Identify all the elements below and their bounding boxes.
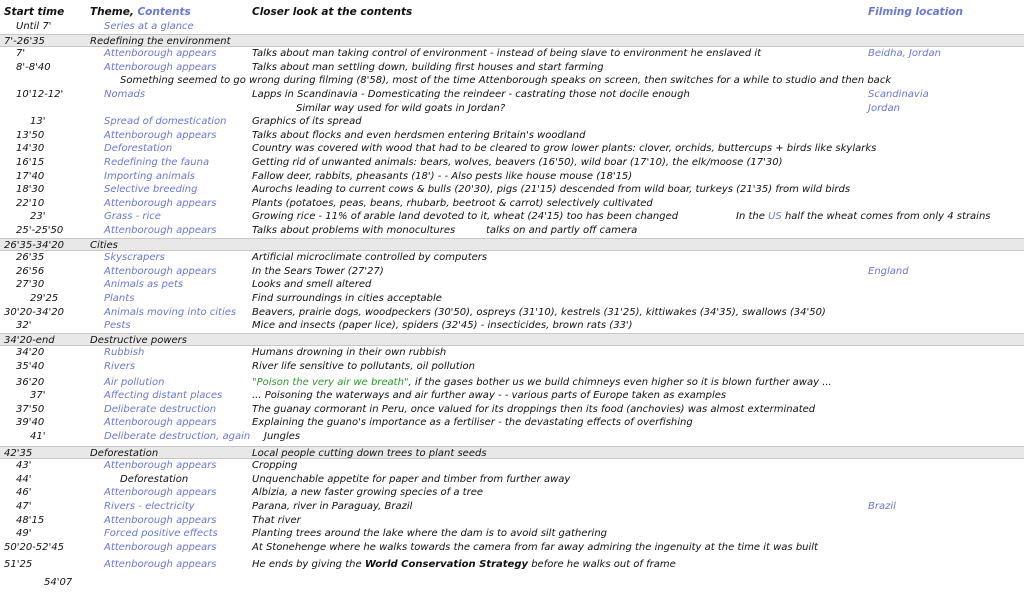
row-theme: Deforestation	[120, 473, 189, 485]
table-row	[0, 129, 1024, 143]
table-row	[0, 346, 1024, 360]
row-theme: Attenborough appears	[104, 417, 217, 429]
row-time: 22'10	[16, 197, 45, 209]
strategy-title: World Conservation Strategy	[364, 559, 529, 570]
table-row	[0, 224, 1024, 238]
table-row	[0, 486, 1024, 500]
table-row	[0, 376, 1024, 390]
row-time: 46'	[16, 487, 32, 499]
row-content: Cropping	[252, 460, 298, 472]
extra-us: US	[768, 211, 782, 223]
section-row	[0, 34, 1024, 48]
table-row	[0, 576, 1024, 590]
section-time: 34'20-end	[4, 334, 55, 346]
table-row	[0, 473, 1024, 487]
header-start-time: Start time	[4, 6, 65, 18]
ending-b: before he walks out of frame	[531, 559, 676, 570]
row-theme: Attenborough appears	[104, 129, 217, 141]
row-theme: Attenborough appears	[104, 559, 217, 570]
row-time: 17'40	[16, 170, 45, 182]
table-row	[0, 278, 1024, 292]
table-row	[0, 251, 1024, 265]
row-theme: Deforestation	[104, 143, 173, 155]
row-content: Aurochs leading to current cows & bulls (20'30), pigs (21'15) descended from wild boar, turkeys (21'35) from wild birds	[252, 184, 851, 196]
row-time: 51'25	[4, 559, 33, 570]
row-content: Looks and smell altered	[252, 279, 372, 291]
row-time: 26'35	[16, 252, 45, 264]
row-content: Beavers, prairie dogs, woodpeckers (30'50), ospreys (31'10), kestrels (31'25), kittiwakes (34'35), swallows (34'50)	[252, 306, 826, 318]
table-row	[0, 102, 1024, 116]
row-time: 14'30	[16, 143, 45, 155]
row-content: In the Sears Tower (27'27)	[252, 265, 384, 277]
table-row	[0, 360, 1024, 374]
table-row	[0, 115, 1024, 129]
extra-b: half the wheat comes from only 4 strains	[784, 211, 991, 223]
row-content	[252, 376, 832, 390]
table-row	[0, 20, 1024, 34]
row-theme: Skyscrapers	[104, 252, 165, 264]
row-time: 37'50	[16, 403, 45, 415]
row-theme: Attenborough appears	[104, 265, 217, 277]
row-content: Growing rice - 11% of arable land devoted to it, wheat (24'15) too has been changed	[252, 211, 679, 223]
table-row	[0, 47, 1024, 61]
row-theme: Importing animals	[104, 170, 195, 182]
table-row	[0, 500, 1024, 514]
row-content: Country was covered with wood that had to be cleared to grow lower plants: clover, orchids, buttercups + birds like skylarks	[252, 143, 877, 155]
row-content: The guanay cormorant in Peru, once valued for its droppings then its food (anchovies) was almost exterminated	[252, 403, 816, 415]
row-time: 47'	[16, 501, 32, 512]
row-time: 34'20	[16, 347, 45, 359]
row-theme: Attenborough appears	[104, 225, 217, 236]
row-time: 48'15	[16, 514, 45, 526]
section-time: 42'35	[4, 447, 33, 459]
table-row	[0, 61, 1024, 75]
row-content: River life sensitive to pollutants, oil pollution	[252, 361, 475, 372]
table-row	[0, 416, 1024, 430]
row-theme: Attenborough appears	[104, 541, 217, 553]
quote-text: "Poison the very air we breath"	[252, 376, 409, 388]
header-theme-label: Theme,	[90, 6, 134, 18]
row-content: Mice and insects (paper lice), spiders (32'45) - insecticides, brown rats (33')	[252, 320, 633, 332]
row-theme: Forced positive effects	[104, 528, 218, 540]
row-time: 23'	[30, 211, 46, 223]
table-row	[0, 183, 1024, 197]
ending-a: He ends by giving the	[252, 559, 362, 570]
section-time: 26'35-34'20	[4, 239, 65, 251]
table-row	[0, 292, 1024, 306]
row-time: 13'50	[16, 129, 45, 141]
row-time: 43'	[16, 460, 32, 472]
row-time: 27'30	[16, 279, 45, 291]
row-content: Talks about flocks and even herdsmen entering Britain's woodland	[252, 129, 586, 141]
row-content: Explaining the guano's importance as a fertiliser - the devastating effects of overfishing	[252, 417, 693, 429]
extra-a: In the	[736, 211, 765, 223]
row-location: Beidha, Jordan	[868, 48, 941, 60]
row-note: Similar way used for wild goats in Jordan?	[296, 102, 506, 114]
row-theme: Attenborough appears	[104, 61, 217, 73]
row-content: ... Poisoning the waterways and air further away - - various parts of Europe taken as examples	[252, 390, 727, 402]
section-time: 7'-26'35	[4, 35, 45, 47]
row-time: 44'	[16, 473, 32, 485]
row-time: 32'	[16, 320, 32, 332]
table-row	[0, 210, 1024, 224]
row-theme: Attenborough appears	[104, 514, 217, 526]
section-title: Cities	[90, 239, 118, 251]
row-theme: Deliberate destruction	[104, 403, 217, 415]
row-content: Parana, river in Paraguay, Brazil	[252, 501, 413, 512]
row-content: Talks about man settling down, building first houses and start farming	[252, 61, 604, 73]
row-content: Talks about man taking control of environment - instead of being slave to environment he enslaved it	[252, 48, 762, 60]
row-content: Local people cutting down trees to plant seeds	[252, 447, 487, 459]
row-content: Jungles	[264, 431, 301, 442]
row-time: 49'	[16, 528, 32, 540]
table-row	[0, 170, 1024, 184]
section-row	[0, 333, 1024, 347]
row-note: Something seemed to go wrong during filming (8'58), most of the time Attenborough speaks on screen, then switches for a while to studio and then back	[120, 75, 892, 87]
row-theme: Series at a glance	[104, 21, 194, 32]
row-content: Humans drowning in their own rubbish	[252, 347, 447, 359]
row-time: 39'40	[16, 417, 45, 429]
row-time: 35'40	[16, 361, 45, 372]
row-content: Getting rid of unwanted animals: bears, wolves, beavers (16'50), wild boar (17'10), the elk/moose (17'30)	[252, 157, 783, 168]
row-time: 29'25	[30, 293, 59, 304]
header-closer-look: Closer look at the contents	[252, 6, 413, 18]
row-content: Plants (potatoes, peas, beans, rhubarb, beetroot & carrot) selectively cultivated	[252, 197, 653, 209]
row-theme: Grass - rice	[104, 211, 161, 223]
section-row	[0, 238, 1024, 252]
row-time: Until 7'	[16, 21, 52, 32]
row-time: 36'20	[16, 376, 45, 388]
row-content: At Stonehenge where he walks towards the camera from far away admiring the ingenuity at the time it was built	[252, 541, 818, 553]
table-row	[0, 319, 1024, 333]
section-title: Redefining the environment	[90, 35, 231, 47]
row-theme: Attenborough appears	[104, 487, 217, 499]
row-time: 13'	[30, 116, 46, 128]
table-row	[0, 541, 1024, 555]
row-content: Artificial microclimate controlled by computers	[252, 252, 488, 264]
row-theme: Air pollution	[104, 376, 165, 388]
row-theme: Animals moving into cities	[104, 306, 237, 318]
table-row	[0, 197, 1024, 211]
row-time: 26'56	[16, 265, 45, 277]
row-theme: Rubbish	[104, 347, 145, 359]
section-title: Deforestation	[90, 447, 159, 459]
row-location: England	[868, 265, 909, 277]
header-contents-label: Contents	[137, 6, 191, 18]
row-content: Planting trees around the lake where the dam is to avoid silt gathering	[252, 528, 608, 540]
row-extra: talks on and partly off camera	[486, 225, 638, 236]
table-row	[0, 459, 1024, 473]
header-theme	[90, 6, 191, 18]
row-content: Albizia, a new faster growing species of a tree	[252, 487, 484, 499]
row-time: 37'	[30, 390, 46, 402]
row-time: 25'-25'50	[16, 225, 64, 236]
row-content: Find surroundings in cities acceptable	[252, 293, 442, 304]
table-row	[0, 88, 1024, 102]
row-time: 50'20-52'45	[4, 541, 65, 553]
row-content: Fallow deer, rabbits, pheasants (18') - - Also pests like house mouse (18'15)	[252, 170, 633, 182]
row-extra	[736, 210, 991, 224]
row-content: Unquenchable appetite for paper and timber from further away	[252, 473, 571, 485]
row-time: 41'	[30, 431, 46, 442]
row-theme: Selective breeding	[104, 184, 198, 196]
row-theme: Rivers	[104, 361, 136, 372]
row-theme: Plants	[104, 293, 135, 304]
row-content: That river	[252, 514, 301, 526]
row-theme: Animals as pets	[104, 279, 184, 291]
row-location: Jordan	[868, 102, 900, 114]
table-row	[0, 558, 1024, 572]
row-theme: Attenborough appears	[104, 197, 217, 209]
row-theme: Nomads	[104, 89, 146, 100]
table-row	[0, 265, 1024, 279]
row-content: Lapps in Scandinavia - Domesticating the reindeer - castrating those not docile enough	[252, 89, 690, 100]
row-time: 54'07	[44, 577, 73, 588]
table-row	[0, 514, 1024, 528]
table-row	[0, 156, 1024, 170]
row-theme: Attenborough appears	[104, 48, 217, 60]
section-row	[0, 446, 1024, 460]
table-row	[0, 403, 1024, 417]
row-theme: Deliberate destruction, again	[104, 431, 251, 442]
row-location: Scandinavia	[868, 89, 929, 100]
section-title: Destructive powers	[90, 334, 187, 346]
header-filming-location: Filming location	[868, 6, 963, 18]
row-location: Brazil	[868, 501, 896, 512]
row-content	[252, 558, 676, 572]
row-theme: Pests	[104, 320, 131, 332]
row-time: 30'20-34'20	[4, 306, 65, 318]
quote-continuation: , if the gases bother us we build chimneys even higher so it is blown further away ...	[408, 376, 832, 388]
table-row	[0, 74, 1024, 88]
row-content: Talks about problems with monocultures	[252, 225, 456, 236]
row-time: 16'15	[16, 157, 45, 168]
table-row	[0, 142, 1024, 156]
row-time: 7'	[16, 48, 26, 60]
row-theme: Rivers - electricity	[104, 501, 195, 512]
table-row	[0, 430, 1024, 444]
table-row	[0, 389, 1024, 403]
row-theme: Attenborough appears	[104, 460, 217, 472]
row-theme: Affecting distant places	[104, 390, 223, 402]
row-theme: Redefining the fauna	[104, 157, 210, 168]
row-time: 10'12-12'	[16, 89, 64, 100]
row-time: 8'-8'40	[16, 61, 51, 73]
row-theme: Spread of domestication	[104, 116, 227, 128]
table-row	[0, 527, 1024, 541]
table-row	[0, 306, 1024, 320]
row-content: Graphics of its spread	[252, 116, 362, 128]
row-time: 18'30	[16, 184, 45, 196]
